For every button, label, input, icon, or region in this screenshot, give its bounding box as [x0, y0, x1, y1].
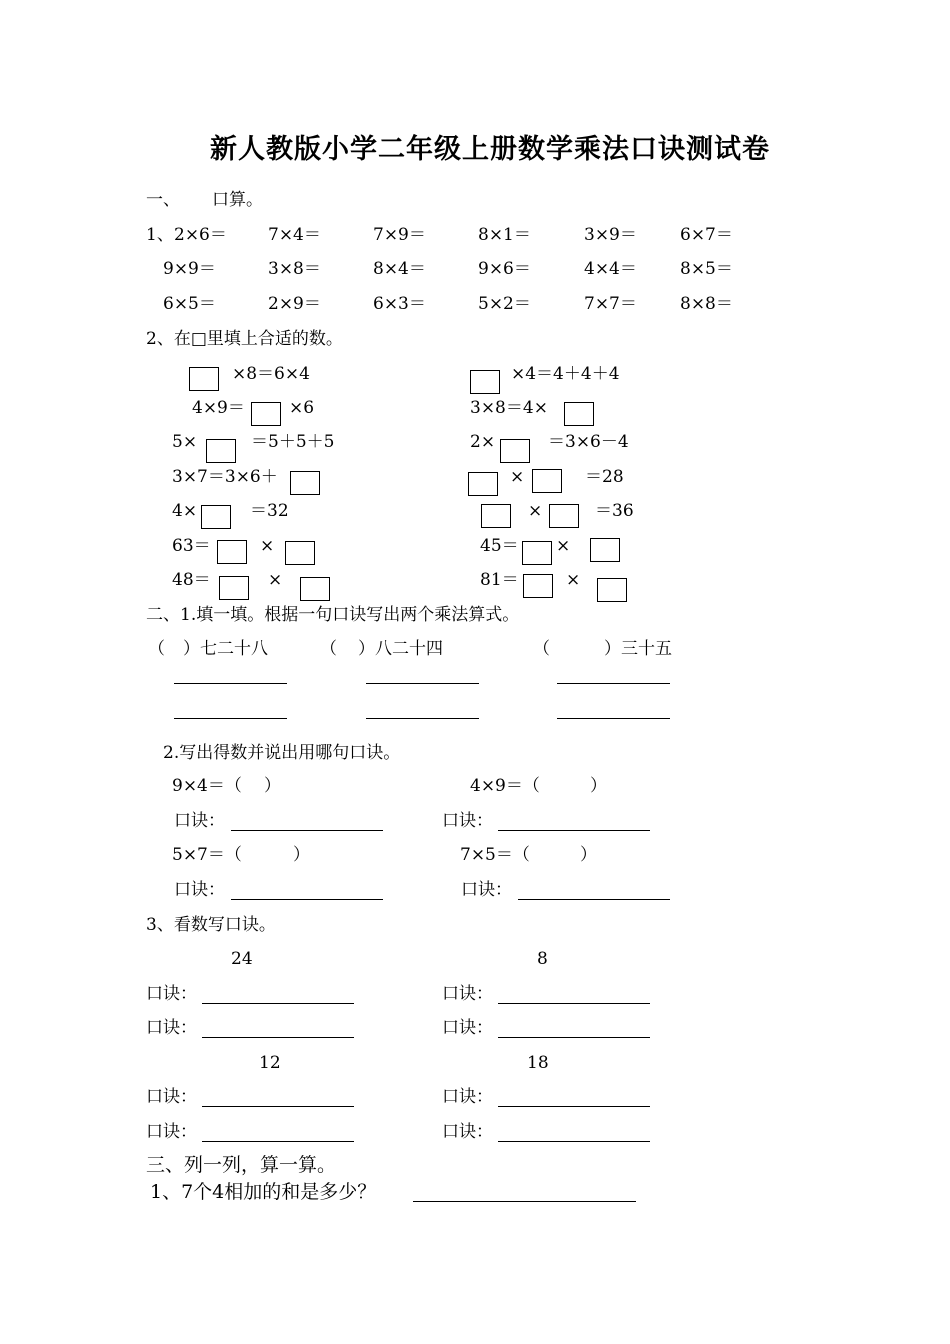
- equation-text: 3×8＝4×: [470, 398, 548, 418]
- section-1-number: 一、: [146, 190, 180, 210]
- koujue-label: 口诀：: [174, 811, 225, 831]
- equation-text: ×: [556, 536, 571, 556]
- fill-open-paren: （: [148, 639, 165, 659]
- answer-line[interactable]: [366, 683, 479, 684]
- q2-heading: 2、在□里填上合适的数。: [146, 329, 343, 349]
- given-number: 12: [259, 1053, 281, 1073]
- given-number: 8: [537, 949, 548, 969]
- answer-box[interactable]: [468, 472, 498, 496]
- koujue-line[interactable]: [202, 1141, 354, 1142]
- equation-text: 4×: [172, 501, 198, 521]
- equation-text: 81＝: [480, 570, 519, 590]
- page-title: 新人教版小学二年级上册数学乘法口诀测试卷: [210, 134, 770, 165]
- answer-line[interactable]: [557, 718, 670, 719]
- fill-rhyme: ）三十五: [604, 639, 672, 659]
- fill-rhyme: ）七二十八: [183, 639, 268, 659]
- oral-calc: 6×7＝: [680, 225, 733, 245]
- close-paren: ）: [590, 776, 607, 796]
- koujue-label: 口诀：: [461, 880, 512, 900]
- answer-box[interactable]: [500, 439, 530, 463]
- answer-box[interactable]: [290, 471, 320, 495]
- oral-calc: 9×6＝: [478, 259, 531, 279]
- oral-calc: 3×8＝: [268, 259, 321, 279]
- koujue-line[interactable]: [231, 899, 383, 900]
- koujue-label: 口诀：: [146, 1087, 197, 1107]
- oral-calc: 3×9＝: [584, 225, 637, 245]
- koujue-line[interactable]: [202, 1037, 354, 1038]
- fill-rhyme: ）八二十四: [358, 639, 443, 659]
- answer-box[interactable]: [219, 576, 249, 600]
- equation-text: ×: [260, 536, 275, 556]
- answer-box[interactable]: [549, 504, 579, 528]
- equation-text: ×8＝6×4: [232, 364, 310, 384]
- answer-box[interactable]: [470, 370, 500, 394]
- equation-text: ＝32: [250, 501, 289, 521]
- koujue-label: 口诀：: [146, 1122, 197, 1142]
- oral-calc: 6×3＝: [373, 294, 426, 314]
- answer-box[interactable]: [481, 504, 511, 528]
- given-number: 18: [527, 1053, 549, 1073]
- koujue-label: 口诀：: [442, 1122, 493, 1142]
- section-1-heading: 口算。: [212, 190, 263, 210]
- koujue-label: 口诀：: [442, 1087, 493, 1107]
- koujue-label: 口诀：: [442, 811, 493, 831]
- equation-text: ×: [510, 467, 525, 487]
- koujue-line[interactable]: [202, 1003, 354, 1004]
- equation-text: ×: [268, 570, 283, 590]
- equation-text: 2×: [470, 432, 496, 452]
- answer-box[interactable]: [522, 541, 552, 565]
- answer-box[interactable]: [523, 574, 553, 598]
- koujue-line[interactable]: [498, 1037, 650, 1038]
- question-text: 1、7个4相加的和是多少？: [150, 1181, 377, 1203]
- koujue-line[interactable]: [498, 1106, 650, 1107]
- oral-calc: 9×9＝: [163, 259, 216, 279]
- koujue-line[interactable]: [498, 1141, 650, 1142]
- equation-text: ×4＝4＋4＋4: [511, 364, 620, 384]
- answer-line[interactable]: [174, 718, 287, 719]
- oral-calc: 4×4＝: [584, 259, 637, 279]
- equation-text: 63＝: [172, 536, 211, 556]
- oral-calc: 8×5＝: [680, 259, 733, 279]
- equation-text: 48＝: [172, 570, 211, 590]
- product-expression: 4×9＝（: [470, 776, 540, 796]
- answer-line[interactable]: [366, 718, 479, 719]
- oral-calc: 8×8＝: [680, 294, 733, 314]
- answer-box[interactable]: [564, 402, 594, 426]
- oral-calc: 6×5＝: [163, 294, 216, 314]
- section-3-heading: 3、看数写口诀。: [146, 915, 276, 935]
- fill-open-paren: （: [533, 639, 550, 659]
- given-number: 24: [231, 949, 253, 969]
- answer-box[interactable]: [217, 540, 247, 564]
- oral-calc: 5×2＝: [478, 294, 531, 314]
- oral-calc: 2×9＝: [268, 294, 321, 314]
- oral-calc: 8×1＝: [478, 225, 531, 245]
- equation-text: ＝5＋5＋5: [251, 432, 335, 452]
- equation-text: 4×9＝: [192, 398, 245, 418]
- koujue-line[interactable]: [498, 830, 650, 831]
- equation-text: ×6: [289, 398, 315, 418]
- close-paren: ）: [264, 776, 281, 796]
- answer-line[interactable]: [174, 683, 287, 684]
- oral-calc: 7×9＝: [373, 225, 426, 245]
- koujue-line[interactable]: [498, 1003, 650, 1004]
- koujue-line[interactable]: [231, 830, 383, 831]
- q1-label: 1、: [146, 225, 174, 245]
- product-expression: 9×4＝（: [172, 776, 242, 796]
- equation-text: ×: [528, 501, 543, 521]
- equation-text: ＝28: [585, 467, 624, 487]
- close-paren: ）: [580, 845, 597, 865]
- answer-box[interactable]: [590, 538, 620, 562]
- equation-text: 45＝: [480, 536, 519, 556]
- close-paren: ）: [293, 845, 310, 865]
- oral-calc: 2×6＝: [174, 225, 227, 245]
- equation-text: 3×7＝3×6＋: [172, 467, 278, 487]
- answer-box[interactable]: [251, 402, 281, 426]
- answer-box[interactable]: [189, 367, 219, 391]
- oral-calc: 7×7＝: [584, 294, 637, 314]
- equation-text: ＝3×6－4: [548, 432, 629, 452]
- koujue-label: 口诀：: [174, 880, 225, 900]
- product-expression: 5×7＝（: [172, 845, 242, 865]
- section-4-heading: 三、列一列，算一算。: [146, 1154, 337, 1176]
- q2-2-heading: 2.写出得数并说出用哪句口诀。: [163, 743, 401, 763]
- answer-box[interactable]: [532, 469, 562, 493]
- koujue-label: 口诀：: [146, 1018, 197, 1038]
- answer-line[interactable]: [557, 683, 670, 684]
- answer-box[interactable]: [201, 505, 231, 529]
- answer-box[interactable]: [206, 439, 236, 463]
- answer-box[interactable]: [597, 578, 627, 602]
- equation-text: ＝36: [595, 501, 634, 521]
- koujue-line[interactable]: [518, 899, 670, 900]
- answer-box[interactable]: [285, 541, 315, 565]
- answer-line[interactable]: [413, 1201, 636, 1202]
- oral-calc: 7×4＝: [268, 225, 321, 245]
- fill-open-paren: （: [320, 639, 337, 659]
- section-2-heading: 二、1.填一填。根据一句口诀写出两个乘法算式。: [146, 605, 520, 625]
- product-expression: 7×5＝（: [460, 845, 530, 865]
- answer-box[interactable]: [300, 577, 330, 601]
- koujue-line[interactable]: [202, 1106, 354, 1107]
- koujue-label: 口诀：: [442, 984, 493, 1004]
- equation-text: ×: [566, 570, 581, 590]
- oral-calc: 8×4＝: [373, 259, 426, 279]
- koujue-label: 口诀：: [146, 984, 197, 1004]
- equation-text: 5×: [172, 432, 198, 452]
- koujue-label: 口诀：: [442, 1018, 493, 1038]
